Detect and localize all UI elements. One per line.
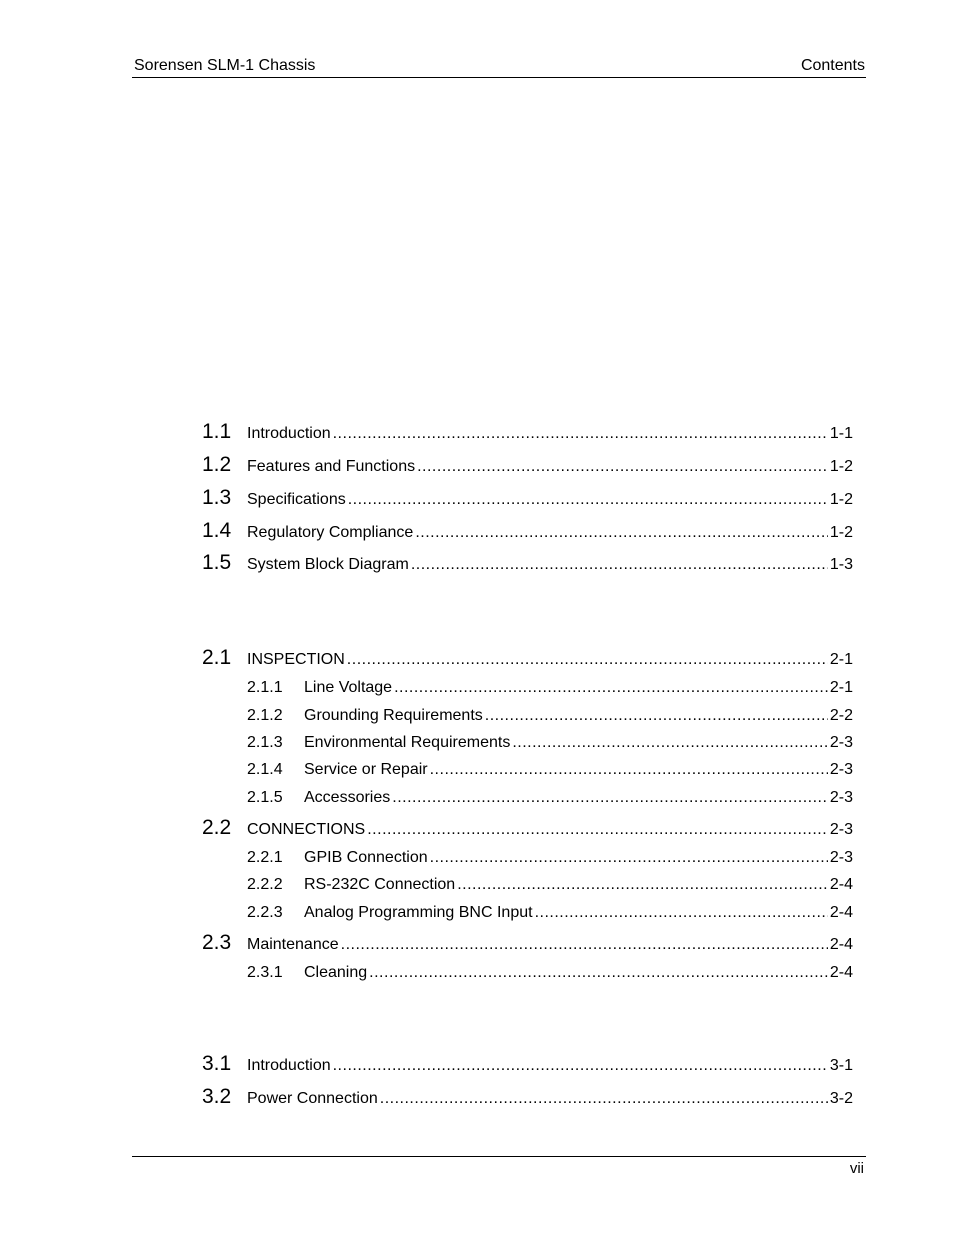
toc-subentry[interactable] <box>247 964 853 982</box>
toc-page-number: 1-2 <box>829 491 853 508</box>
toc-page-number: 2-3 <box>829 734 853 751</box>
toc-page-number: 1-3 <box>829 556 853 573</box>
toc-dot-leader <box>380 1090 828 1108</box>
toc-subsection-title: Accessories <box>304 789 391 806</box>
toc-subsection-number: 2.1.5 <box>247 789 283 806</box>
toc-entry[interactable] <box>202 1085 853 1108</box>
toc-dot-leader <box>415 524 828 542</box>
toc-entry[interactable] <box>202 519 853 542</box>
toc-section-number: 1.1 <box>202 420 232 443</box>
toc-page-number: 2-3 <box>829 849 853 866</box>
toc-dot-leader <box>430 849 828 867</box>
toc-subentry[interactable] <box>247 876 853 894</box>
page-header <box>132 56 866 78</box>
toc-subsection-title: Service or Repair <box>304 761 428 778</box>
toc-section-number: 2.3 <box>202 931 232 954</box>
toc-section-title: Specifications <box>247 491 346 508</box>
toc-dot-leader <box>347 651 828 669</box>
toc-page-number: 2-2 <box>829 707 853 724</box>
toc-subsection-number: 2.1.4 <box>247 761 283 778</box>
toc-section-number: 1.3 <box>202 486 232 509</box>
toc-dot-leader <box>367 821 828 839</box>
toc-subsection-number: 2.3.1 <box>247 964 283 981</box>
toc-subsection-title: RS-232C Connection <box>304 876 456 893</box>
toc-section-number: 2.1 <box>202 646 232 669</box>
toc-section-number: 3.1 <box>202 1052 232 1075</box>
toc-section-title: Introduction <box>247 1057 331 1074</box>
toc-subentry[interactable] <box>247 707 853 725</box>
toc-page-number: 1-2 <box>829 458 853 475</box>
toc-entry[interactable] <box>202 816 853 839</box>
toc-page-number: 2-3 <box>829 789 853 806</box>
toc-subsection-title: Line Voltage <box>304 679 393 696</box>
toc-subsection-number: 2.1.3 <box>247 734 283 751</box>
toc-entry[interactable] <box>202 453 853 476</box>
toc-subsection-title: GPIB Connection <box>304 849 428 866</box>
toc-section-title: Power Connection <box>247 1090 378 1107</box>
toc-subsection-title: Cleaning <box>304 964 368 981</box>
toc-section-title: Features and Functions <box>247 458 416 475</box>
toc-subentry[interactable] <box>247 789 853 807</box>
toc-page-number: 2-1 <box>829 651 853 668</box>
toc-entry[interactable] <box>202 551 853 574</box>
footer-page-number: vii <box>849 1160 864 1177</box>
toc-section-number: 1.2 <box>202 453 232 476</box>
toc-subentry[interactable] <box>247 734 853 752</box>
toc-page-number: 2-3 <box>829 821 853 838</box>
toc-dot-leader <box>369 964 828 982</box>
toc-section-title: Maintenance <box>247 936 339 953</box>
toc-section-title: System Block Diagram <box>247 556 409 573</box>
toc-entry[interactable] <box>202 486 853 509</box>
toc-dot-leader <box>411 556 828 574</box>
toc-subsection-title: Grounding Requirements <box>304 707 483 724</box>
toc-subsection-number: 2.2.3 <box>247 904 283 921</box>
toc-entry[interactable] <box>202 420 853 443</box>
toc-page-number: 2-3 <box>829 761 853 778</box>
toc-subsection-title: Analog Programming BNC Input <box>304 904 533 921</box>
toc-section-number: 1.5 <box>202 551 232 574</box>
toc-page-number: 2-4 <box>829 904 853 921</box>
toc-subsection-number: 2.2.1 <box>247 849 283 866</box>
toc-section-title: Introduction <box>247 425 331 442</box>
toc-entry[interactable] <box>202 646 853 669</box>
toc-dot-leader <box>392 789 828 807</box>
toc-page-number: 2-1 <box>829 679 853 696</box>
toc-entry[interactable] <box>202 931 853 954</box>
toc-subsection-number: 2.1.2 <box>247 707 283 724</box>
toc-section-title: INSPECTION <box>247 651 345 668</box>
toc-dot-leader <box>394 679 828 697</box>
toc-dot-leader <box>333 1057 828 1075</box>
toc-page-number: 1-2 <box>829 524 853 541</box>
toc-subsection-number: 2.2.2 <box>247 876 283 893</box>
header-document-title: Sorensen SLM-1 Chassis <box>134 57 316 74</box>
toc-dot-leader <box>485 707 828 725</box>
toc-page-number: 1-1 <box>829 425 853 442</box>
toc-dot-leader <box>535 904 828 922</box>
toc-dot-leader <box>333 425 828 443</box>
toc-subentry[interactable] <box>247 761 853 779</box>
toc-subentry[interactable] <box>247 849 853 867</box>
toc-section-title: CONNECTIONS <box>247 821 366 838</box>
toc-dot-leader <box>341 936 828 954</box>
toc-dot-leader <box>457 876 828 894</box>
toc-page-number: 2-4 <box>829 936 853 953</box>
toc-section-number: 2.2 <box>202 816 232 839</box>
toc-entry[interactable] <box>202 1052 853 1075</box>
toc-page-number: 2-4 <box>829 964 853 981</box>
toc-dot-leader <box>417 458 828 476</box>
toc-subentry[interactable] <box>247 904 853 922</box>
toc-section-number: 3.2 <box>202 1085 232 1108</box>
toc-dot-leader <box>348 491 828 509</box>
header-section-title: Contents <box>800 57 865 74</box>
toc-dot-leader <box>512 734 828 752</box>
toc-page-number: 3-1 <box>829 1057 853 1074</box>
page-footer <box>132 1156 866 1177</box>
toc-page-number: 2-4 <box>829 876 853 893</box>
toc-page-number: 3-2 <box>829 1090 853 1107</box>
toc-subentry[interactable] <box>247 679 853 697</box>
toc-section-title: Regulatory Compliance <box>247 524 414 541</box>
toc-dot-leader <box>430 761 828 779</box>
toc-subsection-number: 2.1.1 <box>247 679 283 696</box>
toc-subsection-title: Environmental Requirements <box>304 734 511 751</box>
toc-section-number: 1.4 <box>202 519 232 542</box>
